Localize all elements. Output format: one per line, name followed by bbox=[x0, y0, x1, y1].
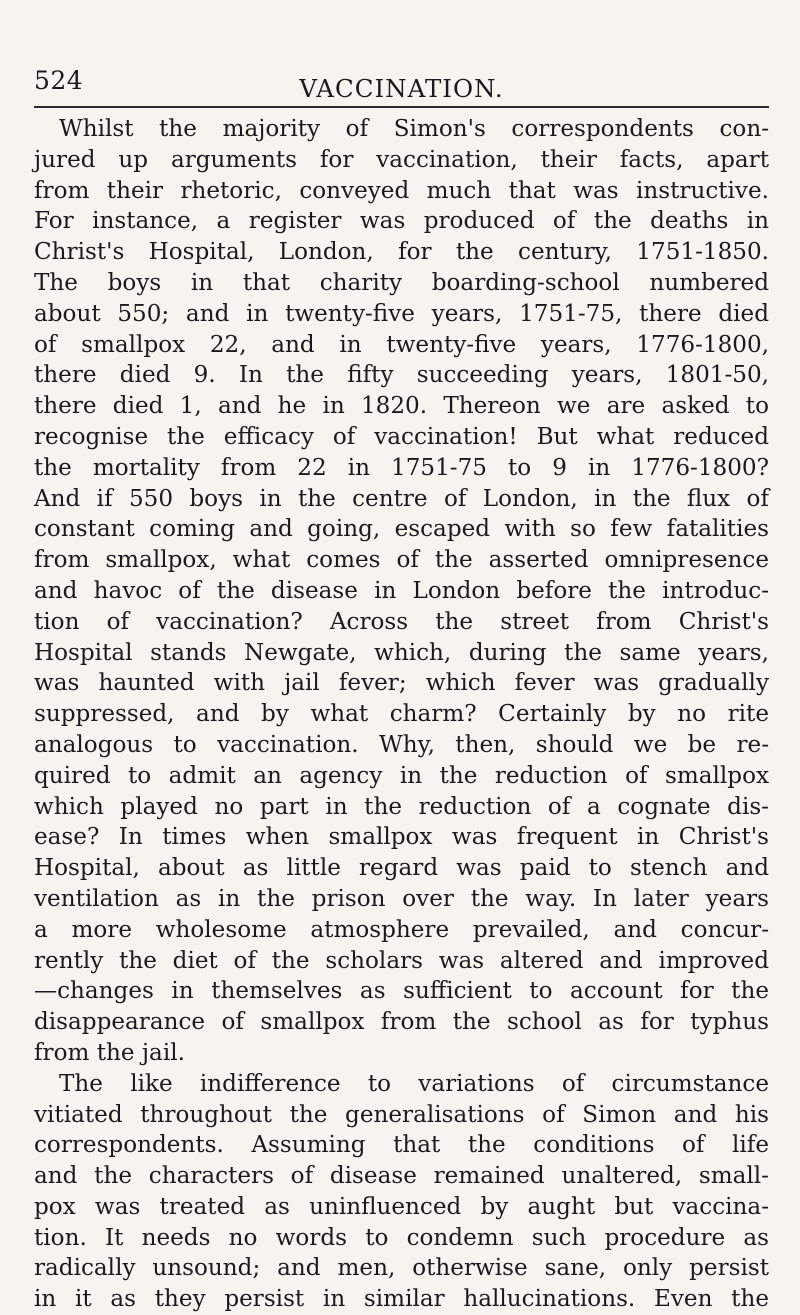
running-title: VACCINATION. bbox=[299, 74, 504, 103]
text-line: was haunted with jail fever; which fever was gradually bbox=[34, 670, 769, 697]
page-header bbox=[34, 66, 769, 108]
text-line: in it as they persist in similar hallucinations. Even the bbox=[34, 1286, 769, 1313]
text-line: ease? In times when smallpox was frequent in Christ's bbox=[34, 824, 769, 851]
text-line: —changes in themselves as sufficient to account for the bbox=[34, 978, 769, 1005]
text-line: The like indifference to variations of circumstance bbox=[59, 1070, 769, 1097]
text-line: tion. It needs no words to condemn such procedure as bbox=[34, 1224, 769, 1251]
text-line: the mortality from 22 in 1751-75 to 9 in 1776-1800? bbox=[34, 454, 769, 481]
text-line: And if 550 boys in the centre of London, in the flux of bbox=[34, 485, 769, 512]
text-line: there died 1, and he in 1820. Thereon we are asked to bbox=[34, 393, 769, 420]
text-line: which played no part in the reduction of a cognate dis- bbox=[34, 793, 769, 820]
text-line: Hospital, about as little regard was paid to stench and bbox=[34, 855, 769, 882]
text-line: pox was treated as uninfluenced by aught but vaccina- bbox=[34, 1193, 769, 1220]
text-line: from smallpox, what comes of the asserted omnipresence bbox=[34, 547, 769, 574]
text-line: radically unsound; and men, otherwise sane, only persist bbox=[34, 1255, 769, 1282]
text-line: tion of vaccination? Across the street from Christ's bbox=[34, 608, 769, 635]
body-text bbox=[34, 114, 769, 1315]
text-line: and havoc of the disease in London before the introduc- bbox=[34, 577, 769, 604]
text-line: from their rhetoric, conveyed much that was instructive. bbox=[34, 177, 769, 204]
text-line: about 550; and in twenty-five years, 1751-75, there died bbox=[34, 300, 769, 327]
text-line: Christ's Hospital, London, for the century, 1751-1850. bbox=[34, 239, 769, 266]
text-line: and the characters of disease remained unaltered, small- bbox=[34, 1163, 769, 1190]
text-line: disappearance of smallpox from the school as for typhus bbox=[34, 1009, 769, 1036]
text-line: rently the diet of the scholars was altered and improved bbox=[34, 947, 769, 974]
page-number: 524 bbox=[34, 66, 84, 95]
text-line: of smallpox 22, and in twenty-five years, 1776-1800, bbox=[34, 331, 769, 358]
text-line: suppressed, and by what charm? Certainly by no rite bbox=[34, 701, 769, 728]
text-line: jured up arguments for vaccination, their facts, apart bbox=[34, 146, 769, 173]
text-line: quired to admit an agency in the reduction of smallpox bbox=[34, 762, 769, 789]
text-line: vitiated throughout the generalisations of Simon and his bbox=[34, 1101, 769, 1128]
text-line: analogous to vaccination. Why, then, should we be re- bbox=[34, 731, 769, 758]
text-line: a more wholesome atmosphere prevailed, and concur- bbox=[34, 916, 769, 943]
text-line: there died 9. In the fifty succeeding years, 1801-50, bbox=[34, 362, 769, 389]
text-line: The boys in that charity boarding-school numbered bbox=[34, 269, 769, 296]
text-line: constant coming and going, escaped with so few fatalities bbox=[34, 516, 769, 543]
text-line: Hospital stands Newgate, which, during the same years, bbox=[34, 639, 769, 666]
text-line: For instance, a register was produced of the deaths in bbox=[34, 208, 769, 235]
text-line: ventilation as in the prison over the way. In later years bbox=[34, 885, 769, 912]
text-line: Whilst the majority of Simon's correspondents con- bbox=[59, 116, 769, 142]
text-line: from the jail. bbox=[34, 1039, 185, 1066]
text-line: recognise the efficacy of vaccination! But what reduced bbox=[34, 423, 769, 450]
text-line: correspondents. Assuming that the conditions of life bbox=[34, 1132, 769, 1159]
